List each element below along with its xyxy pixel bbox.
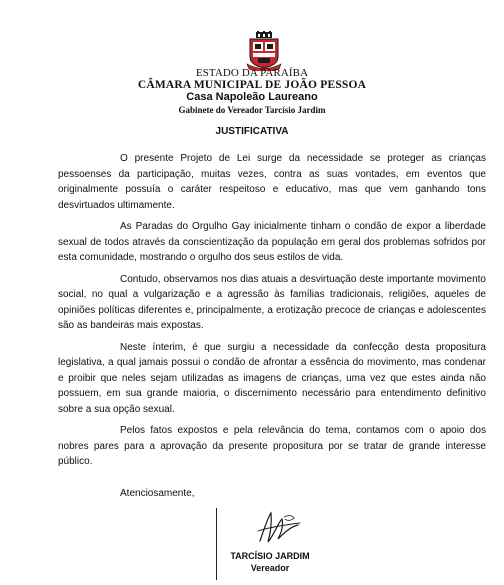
document-title: JUSTIFICATIVA bbox=[215, 126, 289, 137]
paragraph-3: Contudo, observamos nos dias atuais a desvirtuação deste importante movimento social, no qual a vulgarização e a agressão às famílias tradicionais, religiões, aqueles de opiniões políticas diferentes e, principalmente, a erotização precoce de crianças e adolescentes são as bandeiras mais expostas. bbox=[58, 273, 486, 331]
closing-salutation: Atenciosamente, bbox=[120, 488, 195, 499]
document-body bbox=[58, 151, 486, 476]
signature-icon bbox=[254, 509, 302, 545]
paragraph-5: Pelos fatos expostos e pela relevância do tema, contamos com o apoio dos nobres pares para a aprovação da presente propositura por se tratar de grande interesse público. bbox=[58, 425, 486, 467]
header-state: ESTADO DA PARAÍBA bbox=[195, 67, 309, 79]
paragraph-4: Neste ínterim, é que surgiu a necessidade da confecção desta propositura legislativa, a qual jamais possui o condão de afrontar a essência do movimento, mas condenar e proibir que neles sejam utilizadas as imagens de crianças, uma vez que estes ainda não possuem, em sua grande maioria, o discernimento necessário para entendimento definitivo sobre a sua opção sexual. bbox=[58, 341, 486, 415]
signatory-name: TARCÍSIO JARDIM bbox=[230, 551, 310, 561]
header-office: Gabinete do Vereador Tarcísio Jardim bbox=[178, 105, 326, 115]
paragraph-1: O presente Projeto de Lei surge da necessidade se proteger as crianças pessoenses da participação, muitas vezes, contra as suas vontades, em eventos que originalmente possuía o caráter respeitoso e educativo, mas que vem ganhando tons desvirtuados ultimamente. bbox=[58, 153, 486, 211]
header-chamber: CÂMARA MUNICIPAL DE JOÃO PESSOA bbox=[137, 79, 367, 91]
signatory-role: Vereador bbox=[250, 563, 290, 573]
header-house: Casa Napoleão Laureano bbox=[186, 91, 318, 103]
paragraph-2: As Paradas do Orgulho Gay inicialmente tinham o condão de expor a liberdade sexual de todos através da conscientização da população em geral dos problemas sofridos por esta comunidade, mostrando o orgulho dos seus estilos de vida. bbox=[58, 221, 486, 263]
coat-of-arms-icon bbox=[245, 31, 283, 71]
